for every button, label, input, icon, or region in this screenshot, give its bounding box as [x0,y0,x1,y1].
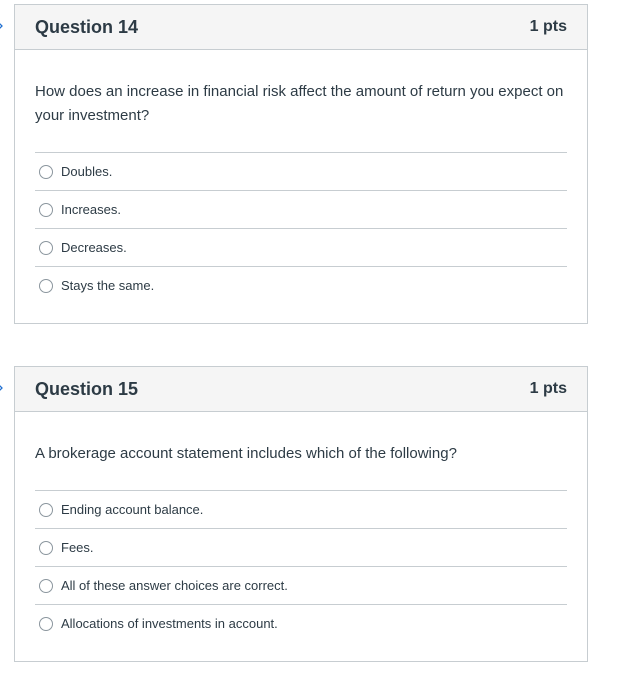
answer-option[interactable] [35,267,567,304]
question-14 [14,4,588,324]
radio-button[interactable] [39,279,53,293]
radio-button[interactable] [39,617,53,631]
answer-label[interactable]: Increases. [61,202,121,217]
radio-button[interactable] [39,203,53,217]
answer-option[interactable] [35,229,567,267]
answer-option[interactable] [35,529,567,567]
flag-question-14-icon[interactable] [0,18,4,34]
question-text: A brokerage account statement includes which of the following? [35,445,457,462]
answer-option[interactable] [35,567,567,605]
answer-label[interactable]: Allocations of investments in account. [61,616,278,631]
question-points: 1 pts [529,380,567,397]
answer-option[interactable] [35,605,567,642]
radio-button[interactable] [39,503,53,517]
answer-label[interactable]: Ending account balance. [61,502,204,517]
answer-list [35,152,567,304]
answer-label[interactable]: Doubles. [61,164,113,179]
answer-label[interactable]: Fees. [61,540,94,555]
answer-option[interactable] [35,191,567,229]
question-15 [14,366,588,662]
answer-list [35,490,567,642]
question-points: 1 pts [529,18,567,35]
answer-option[interactable] [35,153,567,191]
radio-button[interactable] [39,165,53,179]
answer-label[interactable]: Stays the same. [61,278,155,293]
answer-label[interactable]: Decreases. [61,240,127,255]
answer-option[interactable] [35,491,567,529]
answer-label[interactable]: All of these answer choices are correct. [61,578,288,593]
question-title: Question 15 [35,378,139,399]
radio-button[interactable] [39,541,53,555]
question-title: Question 14 [35,16,139,37]
question-text: How does an increase in financial risk affect the amount of return you expect on your investment? [35,83,564,124]
question-header [15,5,587,50]
flag-question-15-icon[interactable] [0,380,4,396]
radio-button[interactable] [39,241,53,255]
question-header [15,367,587,412]
radio-button[interactable] [39,579,53,593]
